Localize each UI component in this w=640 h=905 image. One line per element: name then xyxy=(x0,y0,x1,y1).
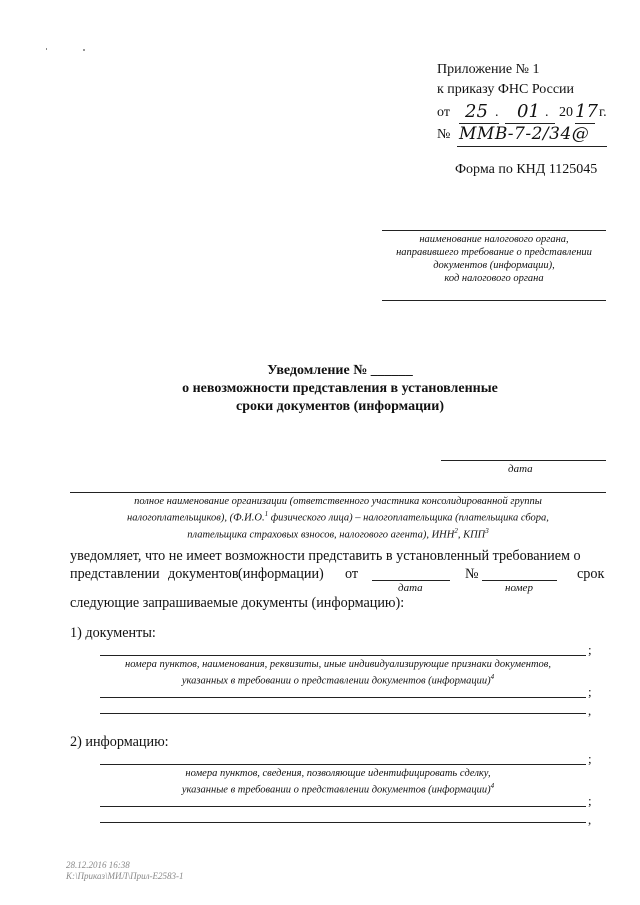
recipient-line xyxy=(382,230,606,231)
section2-semicolon: ; xyxy=(588,793,592,808)
request-date-line xyxy=(372,580,450,581)
section2-line xyxy=(100,822,586,823)
handwritten-order-number: ММВ-7-2/34@ xyxy=(459,124,590,144)
order-label: к приказу ФНС России xyxy=(437,82,575,97)
title-line: Уведомление № ______ xyxy=(267,363,413,378)
body-word: (информации) xyxy=(238,566,324,582)
from-label: от xyxy=(437,105,450,120)
recipient-code-line xyxy=(382,300,606,301)
section1-line xyxy=(100,697,586,698)
number-label: № xyxy=(437,127,451,142)
section2-comma: , xyxy=(588,812,592,827)
section2-caption-line: номера пунктов, сведения, позволяющие идентифицировать сделку, xyxy=(185,768,491,779)
request-number-caption: номер xyxy=(505,582,533,594)
section1-line xyxy=(100,655,586,656)
handwritten-year: 17 xyxy=(575,101,598,122)
scan-speck xyxy=(46,48,47,50)
notice-date-line xyxy=(441,460,606,461)
section2-line xyxy=(100,764,586,765)
section1-caption xyxy=(70,658,606,688)
section1-caption-line: указанных в требовании о представлении документов (информации)$^4$ xyxy=(181,673,495,687)
title-line: сроки документов (информации) xyxy=(236,399,444,414)
section1-comma: , xyxy=(588,703,592,718)
handwritten-month: 01 xyxy=(517,101,540,122)
order-date-row: от 25 . 01 . 20 17 г. xyxy=(437,101,607,122)
date-caption: дата xyxy=(508,463,533,475)
payer-caption-line: плательщика страховых взносов, налогового агента), ИНН$^2$, КПП$^3$ xyxy=(187,526,489,540)
appendix-label: Приложение № 1 xyxy=(437,62,540,77)
body-word: документов xyxy=(168,566,239,582)
section1-caption-line: номера пунктов, наименования, реквизиты, иные индивидуализирующие признаки документов, xyxy=(125,659,551,670)
number-underline xyxy=(457,146,607,147)
recipient-caption-line: документов (информации), xyxy=(433,260,555,271)
year-prefix: 20 xyxy=(559,105,573,120)
body-word: срок xyxy=(577,566,605,582)
section2-caption xyxy=(70,767,606,797)
body-word: № xyxy=(465,566,479,582)
body-line-3: следующие запрашиваемые документы (информацию): xyxy=(70,595,405,611)
section2-line xyxy=(100,806,586,807)
form-code: Форма по КНД 1125045 xyxy=(455,162,598,177)
payer-caption-line: налогоплательщиков), (Ф.И.О.$^1$ физического лица) – налогоплательщика (плательщика сбора, xyxy=(127,510,549,524)
body-line-1: уведомляет, что не имеет возможности представить в установленный требованием о xyxy=(70,548,581,564)
recipient-caption-line: направившего требование о представлении xyxy=(396,247,592,258)
footer-stamp-date: 28.12.2016 16:38 xyxy=(66,860,130,870)
recipient-caption-line: код налогового органа xyxy=(444,273,544,284)
year-end: г. xyxy=(599,105,607,120)
recipient-caption xyxy=(368,233,620,285)
section1-line xyxy=(100,713,586,714)
section2-label: 2) информацию: xyxy=(70,734,169,750)
section2-semicolon: ; xyxy=(588,751,592,766)
document-title xyxy=(140,362,540,416)
recipient-caption-line: наименование налогового органа, xyxy=(419,234,569,245)
body-word: от xyxy=(345,566,359,582)
request-date-caption: дата xyxy=(398,582,423,594)
scan-speck xyxy=(83,49,85,51)
order-number-row xyxy=(437,125,607,151)
title-line: о невозможности представления в установленные xyxy=(182,381,498,396)
footer-stamp-path: К:\Приказ\МИЛ\Прил-Е2583-1 xyxy=(66,871,184,881)
handwritten-day: 25 xyxy=(465,101,488,122)
section1-label: 1) документы: xyxy=(70,625,156,641)
payer-line xyxy=(70,492,606,493)
payer-caption-line: полное наименование организации (ответственного участника консолидированной группы xyxy=(134,496,542,507)
request-number-line xyxy=(482,580,557,581)
section2-caption-line: указанные в требовании о представлении документов (информации)$^4$ xyxy=(181,782,495,796)
section1-semicolon: ; xyxy=(588,642,592,657)
section1-semicolon: ; xyxy=(588,684,592,699)
payer-caption xyxy=(70,495,606,541)
body-word: представлении xyxy=(70,566,160,582)
